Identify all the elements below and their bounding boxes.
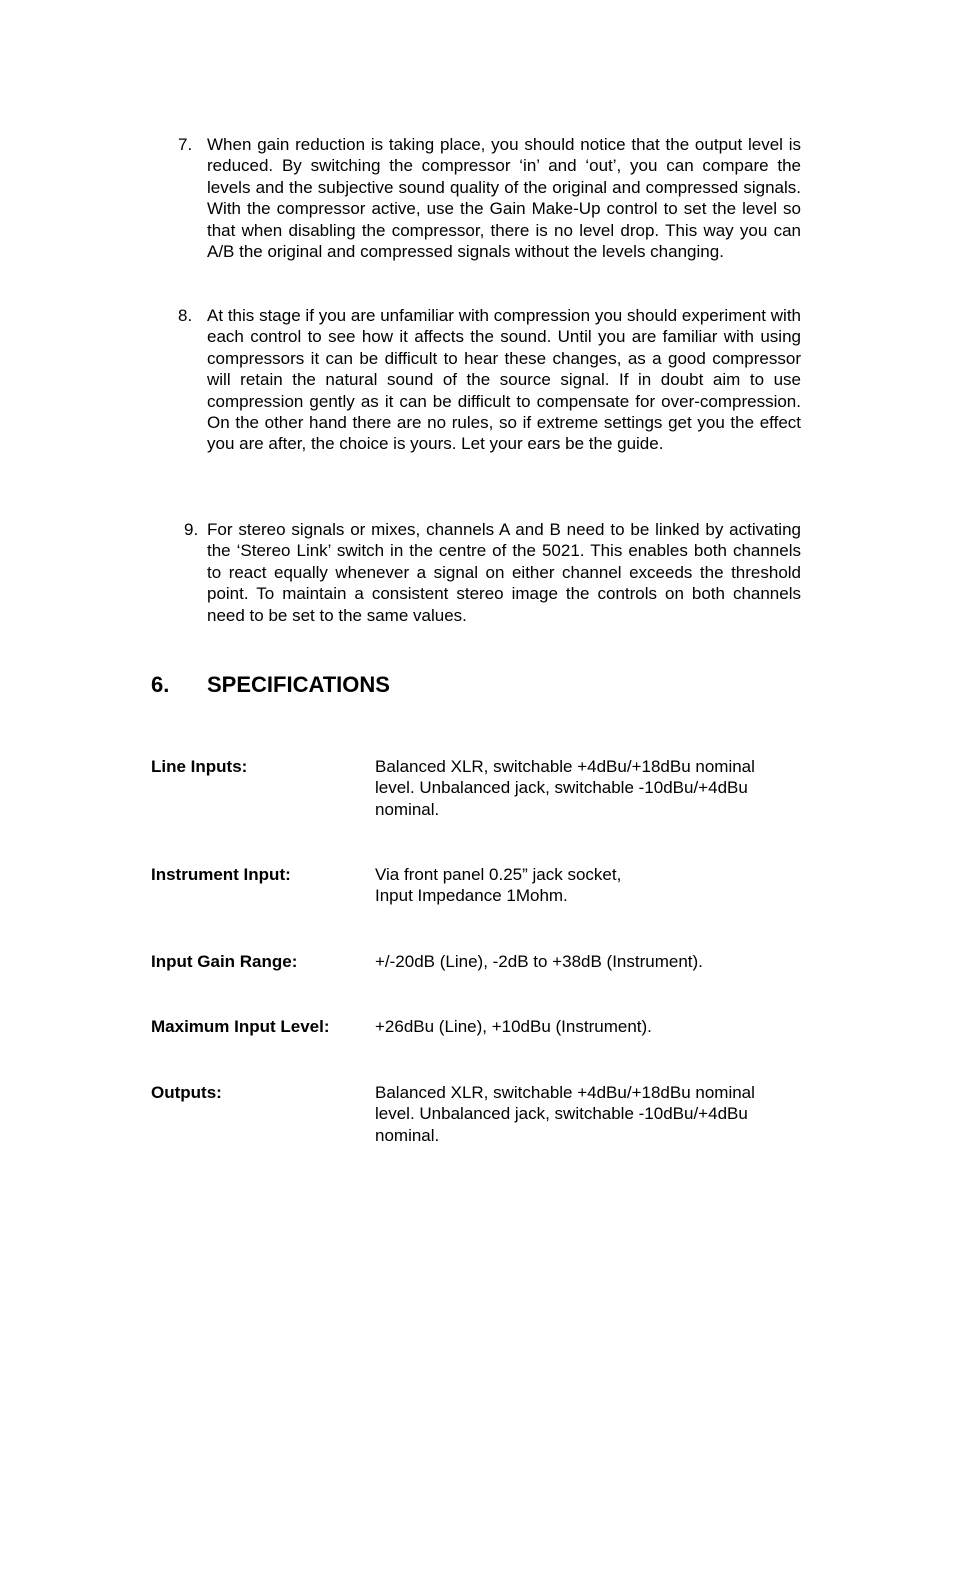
list-item-text: For stereo signals or mixes, channels A and B need to be linked by activating the ‘Stereo Link’ switch in the centre of the 5021. This enables both channels to react equally whenever a signal on either channel exceeds the threshold point. To maintain a consistent stereo image the controls on both channels need to be set to the same values. — [207, 520, 801, 625]
spec-value-line: Balanced XLR, switchable +4dBu/+18dBu nominal — [375, 757, 755, 776]
spec-value — [375, 864, 805, 907]
spec-value-line: Balanced XLR, switchable +4dBu/+18dBu nominal — [375, 1083, 755, 1102]
list-item-text: When gain reduction is taking place, you should notice that the output level is reduced. By switching the compressor ‘in’ and ‘out’, you can compare the levels and the subjective sound quality of the original and compressed signals. With the compressor active, use the Gain Make-Up control to set the level so that when disabling the compressor, there is no level drop. This way you can A/B the original and compressed signals without the levels changing. — [207, 135, 801, 262]
spec-label: Input Gain Range: — [151, 952, 298, 971]
section-heading — [151, 671, 390, 699]
spec-value-line: +26dBu (Line), +10dBu (Instrument). — [375, 1017, 652, 1036]
spec-value — [375, 1016, 805, 1037]
list-item-number: 8. — [178, 306, 193, 325]
list-item-number: 9. — [184, 520, 199, 539]
spec-value — [375, 1082, 805, 1146]
section-number: 6. — [151, 672, 170, 697]
spec-value-line: +/-20dB (Line), -2dB to +38dB (Instrument). — [375, 952, 703, 971]
spec-value-line: level. Unbalanced jack, switchable -10dBu/+4dBu — [375, 778, 748, 798]
spec-value-line: level. Unbalanced jack, switchable -10dBu/+4dBu — [375, 1104, 748, 1124]
spec-value-line: Input Impedance 1Mohm. — [375, 886, 568, 906]
spec-label: Maximum Input Level: — [151, 1017, 330, 1036]
spec-value-line: nominal. — [375, 1125, 440, 1145]
spec-value — [375, 951, 805, 972]
section-title: SPECIFICATIONS — [207, 672, 390, 697]
spec-value-line: Via front panel 0.25” jack socket, — [375, 865, 622, 884]
spec-value — [375, 756, 805, 820]
spec-label: Outputs: — [151, 1083, 222, 1102]
spec-value-line: nominal. — [375, 799, 440, 819]
list-item-number: 7. — [178, 135, 193, 154]
spec-label: Line Inputs: — [151, 757, 248, 776]
spec-label: Instrument Input: — [151, 865, 291, 884]
list-item-text: At this stage if you are unfamiliar with compression you should experiment with each control to see how it affects the sound. Until you are familiar with using compressors it can be difficult to hear these changes, as a good compressor will retain the natural sound of the source signal. If in doubt aim to use compression gently as it can be difficult to compensate for over-compression. On the other hand there are no rules, so if extreme settings get you the effect you are after, the choice is yours. Let your ears be the guide. — [207, 306, 801, 454]
